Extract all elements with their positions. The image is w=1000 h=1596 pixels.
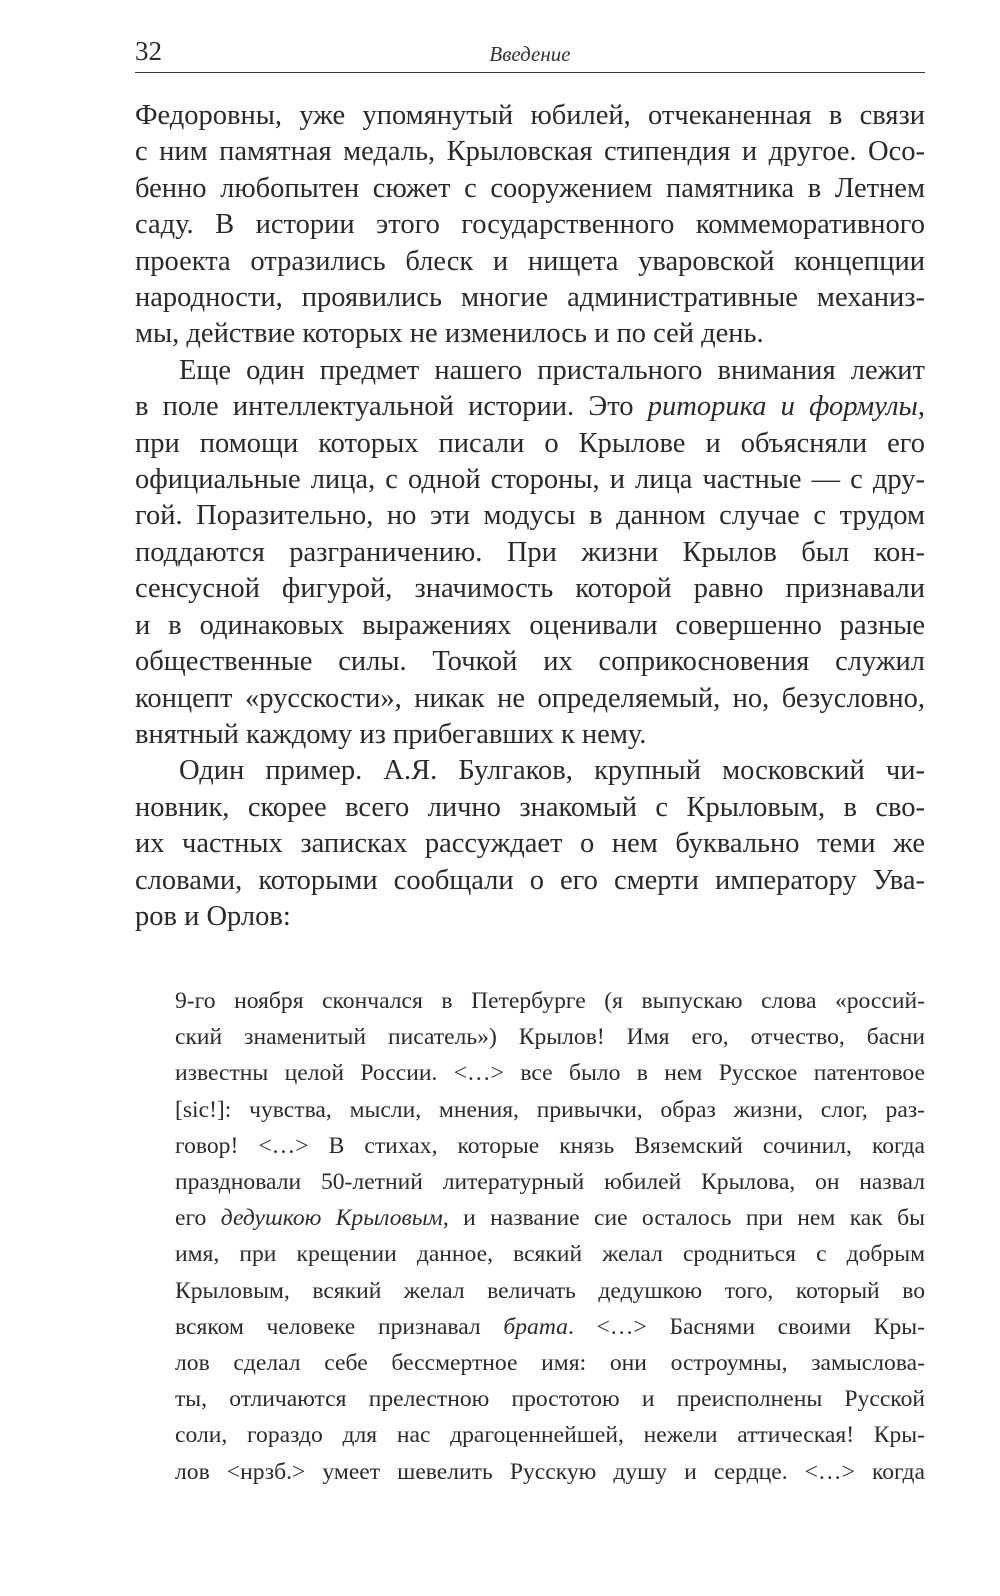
text-line: общественные силы. Точкой их соприкосновения служил	[135, 646, 925, 678]
text-fragment: ,	[917, 391, 925, 423]
text-line: словами, которыми сообщали о его смерти императору Ува-	[135, 864, 925, 896]
text-line: внятный каждому из прибегавших к нему.	[135, 718, 647, 750]
emphasis-text: брата	[503, 1313, 568, 1340]
text-line: при помощи которых писали о Крылове и объясняли его	[135, 427, 925, 459]
page-number: 32	[135, 36, 162, 66]
quote-line: известны целой России. <…> все было в нем Русское патентовое	[175, 1060, 925, 1087]
text-line: гой. Поразительно, но эти модусы в данном случае с трудом	[135, 500, 925, 532]
quote-line: Крыловым, всякий желал величать дедушкою того, который во	[175, 1277, 925, 1304]
text-line: Еще один предмет нашего пристального внимания лежит	[179, 354, 925, 386]
quote-line: лов сделал себе бессмертное имя: они остроумны, замыслова-	[175, 1350, 925, 1377]
quote-line: ты, отличаются прелестною простотою и преисполнены Русской	[175, 1386, 925, 1413]
text-line: концепт «русскости», никак не определяемый, но, безусловно,	[135, 682, 925, 714]
text-line: проекта отразились блеск и нищета уваровской концепции	[135, 245, 925, 277]
text-line: с ним памятная медаль, Крыловская стипендия и другое. Осо-	[135, 136, 925, 168]
text-line: их частных записках рассуждает о нем буквально теми же	[135, 828, 925, 860]
main-text	[135, 98, 925, 935]
paragraph-2	[135, 353, 925, 753]
text-line: бенно любопытен сюжет с сооружением памятника в Летнем	[135, 172, 925, 204]
text-line: ров и Орлов:	[135, 900, 291, 932]
text-line: сенсусной фигурой, значимость которой равно признавали	[135, 573, 925, 605]
paragraph-1	[135, 98, 925, 353]
text-line	[135, 389, 925, 425]
quote-line: имя, при крещении данное, всякий желал сродниться с добрым	[175, 1241, 925, 1268]
text-line: Один пример. А.Я. Булгаков, крупный московский чи-	[179, 755, 925, 787]
quote-line: соли, гораздо для нас драгоценнейшей, нежели аттическая! Кры-	[175, 1422, 925, 1449]
quote-line: 9-го ноября скончался в Петербурге (я выпускаю слова «россий-	[175, 988, 925, 1014]
quote-line	[175, 1200, 925, 1236]
text-fragment: . <…> Баснями своими Кры-	[567, 1313, 925, 1340]
quote-line: [sic!]: чувства, мысли, мнения, привычки, образ жизни, слог, раз-	[175, 1096, 925, 1123]
emphasis-text: дедушкою Крыловым	[220, 1205, 443, 1232]
quote-line: праздновали 50-летний литературный юбилей Крылова, он назвал	[175, 1169, 925, 1196]
text-line: поддаются разграничению. При жизни Крылов был кон-	[135, 536, 925, 568]
text-line: Федоровны, уже упомянутый юбилей, отчеканенная в связи	[135, 100, 925, 131]
paragraph-3	[135, 753, 925, 935]
quote-line	[175, 1309, 925, 1345]
text-fragment: , и название сие осталось при нем как бы	[442, 1205, 925, 1232]
text-line: официальные лица, с одной стороны, и лица частные — с дру-	[135, 464, 925, 496]
text-line: народности, проявились многие административные механиз-	[135, 282, 925, 314]
running-header	[135, 30, 925, 73]
text-fragment: в поле интеллектуальной истории. Это	[135, 391, 648, 423]
quote-line: лов <нрзб.> умеет шевелить Русскую душу и сердце. <…> когда	[175, 1458, 925, 1485]
quote-line: говор! <…> В стихах, которые князь Вяземский сочинил, когда	[175, 1132, 925, 1159]
text-line: и в одинаковых выражениях оценивали совершенно разные	[135, 609, 925, 641]
text-line: новник, скорее всего лично знакомый с Крыловым, в сво-	[135, 791, 925, 823]
quote-line: ский знаменитый писатель») Крылов! Имя его, отчество, басни	[175, 1024, 925, 1051]
text-line: саду. В истории этого государственного коммеморативного	[135, 209, 925, 241]
block-quote	[175, 983, 925, 1490]
running-title: Введение	[489, 42, 571, 66]
emphasis-text: риторика и формулы	[647, 391, 918, 423]
text-fragment: всяком человеке признавал	[175, 1313, 504, 1340]
text-line: мы, действие которых не изменилось и по сей день.	[135, 318, 764, 350]
text-fragment: его	[175, 1205, 221, 1232]
